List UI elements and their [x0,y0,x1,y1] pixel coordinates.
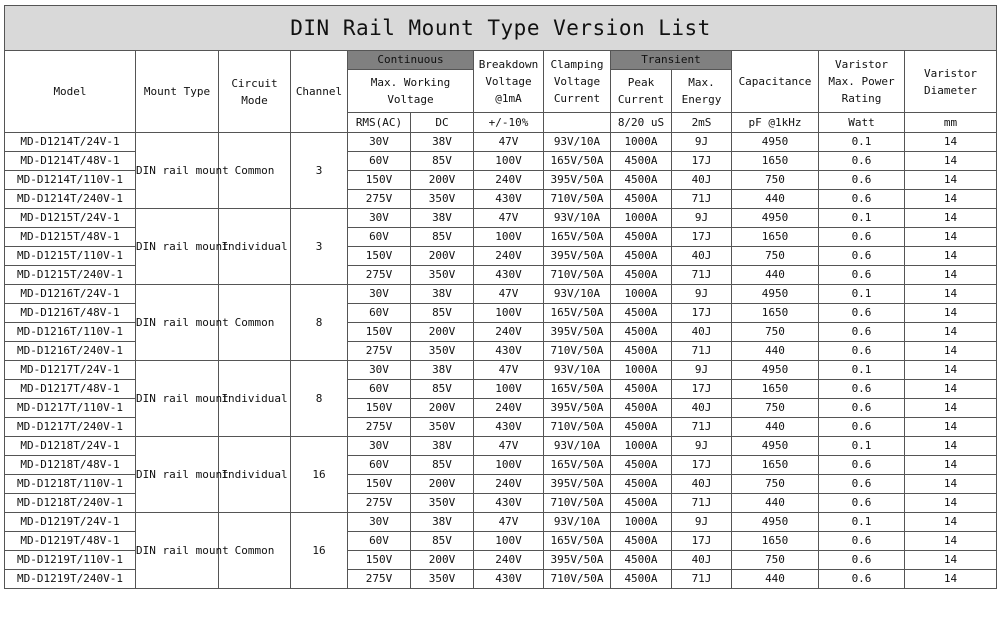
cell-rms-voltage: 60V [348,532,411,551]
cell-rms-voltage: 60V [348,152,411,171]
cell-circuit-mode: Common [219,133,291,209]
cell-rms-voltage: 150V [348,247,411,266]
cell-breakdown-voltage: 100V [474,228,544,247]
cell-breakdown-voltage: 430V [474,342,544,361]
cell-model: MD-D1215T/48V-1 [5,228,136,247]
cell-rms-voltage: 30V [348,437,411,456]
cell-max-energy: 9J [672,209,732,228]
cell-rms-voltage: 150V [348,399,411,418]
cell-peak-current: 4500A [611,570,672,589]
cell-breakdown-voltage: 430V [474,266,544,285]
cell-rms-voltage: 275V [348,418,411,437]
cell-peak-current: 4500A [611,532,672,551]
cell-model: MD-D1218T/240V-1 [5,494,136,513]
cell-capacitance: 1650 [732,304,819,323]
cell-max-energy: 71J [672,418,732,437]
cell-clamping-voltage: 395V/50A [544,247,611,266]
cell-model: MD-D1217T/110V-1 [5,399,136,418]
cell-varistor-diameter: 14 [905,266,997,285]
cell-power-rating: 0.6 [819,418,905,437]
cell-capacitance: 1650 [732,228,819,247]
cell-breakdown-voltage: 47V [474,285,544,304]
cell-capacitance: 1650 [732,152,819,171]
cell-capacitance: 4950 [732,209,819,228]
cell-channel: 16 [291,513,348,589]
cell-power-rating: 0.6 [819,399,905,418]
cell-clamping-voltage: 93V/10A [544,285,611,304]
cell-clamping-voltage: 93V/10A [544,513,611,532]
cell-varistor-diameter: 14 [905,437,997,456]
unit-rms-ac: RMS(AC) [348,113,411,133]
cell-capacitance: 4950 [732,285,819,304]
cell-power-rating: 0.1 [819,361,905,380]
cell-peak-current: 1000A [611,285,672,304]
unit-clamping [544,113,611,133]
cell-max-energy: 40J [672,475,732,494]
cell-mount-type: DIN rail mount [136,133,219,209]
cell-breakdown-voltage: 430V [474,494,544,513]
cell-breakdown-voltage: 47V [474,437,544,456]
cell-breakdown-voltage: 47V [474,361,544,380]
cell-model: MD-D1219T/48V-1 [5,532,136,551]
cell-max-energy: 9J [672,513,732,532]
cell-varistor-diameter: 14 [905,285,997,304]
cell-rms-voltage: 30V [348,285,411,304]
cell-model: MD-D1214T/48V-1 [5,152,136,171]
cell-circuit-mode: Individual [219,209,291,285]
cell-model: MD-D1216T/240V-1 [5,342,136,361]
cell-peak-current: 1000A [611,209,672,228]
cell-varistor-diameter: 14 [905,380,997,399]
cell-rms-voltage: 60V [348,304,411,323]
cell-varistor-diameter: 14 [905,551,997,570]
cell-capacitance: 4950 [732,513,819,532]
header-clamping-voltage-current: Clamping Voltage Current [544,51,611,113]
cell-rms-voltage: 275V [348,266,411,285]
cell-power-rating: 0.1 [819,437,905,456]
cell-peak-current: 4500A [611,152,672,171]
cell-clamping-voltage: 710V/50A [544,190,611,209]
cell-power-rating: 0.6 [819,247,905,266]
cell-varistor-diameter: 14 [905,532,997,551]
cell-clamping-voltage: 165V/50A [544,304,611,323]
cell-rms-voltage: 275V [348,494,411,513]
cell-varistor-diameter: 14 [905,342,997,361]
cell-dc-voltage: 200V [411,475,474,494]
cell-clamping-voltage: 93V/10A [544,209,611,228]
cell-model: MD-D1214T/240V-1 [5,190,136,209]
cell-mount-type: DIN rail mount [136,437,219,513]
cell-varistor-diameter: 14 [905,513,997,532]
cell-dc-voltage: 350V [411,494,474,513]
cell-max-energy: 40J [672,551,732,570]
cell-max-energy: 17J [672,152,732,171]
cell-peak-current: 1000A [611,513,672,532]
cell-dc-voltage: 350V [411,342,474,361]
cell-dc-voltage: 200V [411,171,474,190]
cell-mount-type: DIN rail mount [136,361,219,437]
cell-max-energy: 71J [672,190,732,209]
cell-channel: 16 [291,437,348,513]
cell-varistor-diameter: 14 [905,418,997,437]
cell-power-rating: 0.6 [819,532,905,551]
cell-channel: 3 [291,133,348,209]
cell-rms-voltage: 150V [348,475,411,494]
table-row [5,513,997,532]
cell-max-energy: 40J [672,323,732,342]
cell-rms-voltage: 30V [348,513,411,532]
cell-dc-voltage: 85V [411,380,474,399]
cell-circuit-mode: Common [219,285,291,361]
cell-mount-type: DIN rail mount [136,285,219,361]
table-header [5,6,997,133]
cell-capacitance: 750 [732,399,819,418]
cell-dc-voltage: 85V [411,304,474,323]
cell-power-rating: 0.6 [819,551,905,570]
spec-table-container [4,5,996,589]
cell-peak-current: 4500A [611,399,672,418]
cell-varistor-diameter: 14 [905,456,997,475]
cell-varistor-diameter: 14 [905,494,997,513]
cell-dc-voltage: 200V [411,323,474,342]
cell-dc-voltage: 38V [411,133,474,152]
cell-rms-voltage: 150V [348,171,411,190]
header-group-transient: Transient [611,51,732,70]
cell-peak-current: 4500A [611,247,672,266]
cell-capacitance: 440 [732,266,819,285]
cell-model: MD-D1216T/24V-1 [5,285,136,304]
cell-dc-voltage: 350V [411,570,474,589]
unit-peak-current: 8/20 uS [611,113,672,133]
cell-model: MD-D1215T/24V-1 [5,209,136,228]
cell-max-energy: 71J [672,494,732,513]
version-list-table [4,5,997,589]
cell-clamping-voltage: 395V/50A [544,475,611,494]
cell-varistor-diameter: 14 [905,228,997,247]
cell-varistor-diameter: 14 [905,247,997,266]
cell-clamping-voltage: 165V/50A [544,532,611,551]
table-row [5,285,997,304]
cell-power-rating: 0.1 [819,133,905,152]
header-max-energy: Max. Energy [672,70,732,113]
cell-power-rating: 0.6 [819,171,905,190]
cell-peak-current: 1000A [611,437,672,456]
cell-rms-voltage: 30V [348,209,411,228]
unit-dc: DC [411,113,474,133]
cell-varistor-diameter: 14 [905,570,997,589]
cell-clamping-voltage: 165V/50A [544,456,611,475]
cell-dc-voltage: 38V [411,209,474,228]
cell-model: MD-D1218T/110V-1 [5,475,136,494]
cell-channel: 8 [291,361,348,437]
unit-diameter: mm [905,113,997,133]
cell-breakdown-voltage: 100V [474,456,544,475]
header-circuit-mode: Circuit Mode [219,51,291,133]
cell-model: MD-D1219T/110V-1 [5,551,136,570]
cell-clamping-voltage: 165V/50A [544,380,611,399]
cell-dc-voltage: 85V [411,228,474,247]
cell-circuit-mode: Common [219,513,291,589]
cell-breakdown-voltage: 430V [474,570,544,589]
cell-power-rating: 0.6 [819,323,905,342]
cell-capacitance: 750 [732,551,819,570]
cell-model: MD-D1218T/48V-1 [5,456,136,475]
table-title: DIN Rail Mount Type Version List [5,6,997,51]
cell-capacitance: 440 [732,494,819,513]
cell-capacitance: 1650 [732,532,819,551]
cell-peak-current: 4500A [611,304,672,323]
cell-peak-current: 4500A [611,494,672,513]
cell-breakdown-voltage: 100V [474,152,544,171]
table-row [5,437,997,456]
cell-varistor-diameter: 14 [905,361,997,380]
cell-capacitance: 1650 [732,456,819,475]
cell-peak-current: 4500A [611,171,672,190]
cell-varistor-diameter: 14 [905,304,997,323]
cell-varistor-diameter: 14 [905,133,997,152]
cell-breakdown-voltage: 47V [474,513,544,532]
cell-dc-voltage: 200V [411,399,474,418]
cell-model: MD-D1215T/240V-1 [5,266,136,285]
cell-power-rating: 0.6 [819,190,905,209]
cell-power-rating: 0.6 [819,304,905,323]
cell-capacitance: 4950 [732,361,819,380]
unit-max-energy: 2mS [672,113,732,133]
cell-model: MD-D1215T/110V-1 [5,247,136,266]
header-mount-type: Mount Type [136,51,219,133]
cell-clamping-voltage: 710V/50A [544,494,611,513]
table-row [5,133,997,152]
cell-power-rating: 0.6 [819,152,905,171]
cell-peak-current: 4500A [611,342,672,361]
cell-varistor-diameter: 14 [905,399,997,418]
cell-varistor-diameter: 14 [905,152,997,171]
cell-peak-current: 1000A [611,133,672,152]
header-breakdown-voltage: Breakdown Voltage @1mA [474,51,544,113]
cell-max-energy: 40J [672,247,732,266]
cell-power-rating: 0.6 [819,266,905,285]
cell-peak-current: 4500A [611,190,672,209]
cell-clamping-voltage: 93V/10A [544,361,611,380]
cell-power-rating: 0.6 [819,475,905,494]
cell-capacitance: 750 [732,247,819,266]
cell-peak-current: 4500A [611,456,672,475]
cell-max-energy: 9J [672,361,732,380]
cell-dc-voltage: 38V [411,285,474,304]
cell-peak-current: 4500A [611,228,672,247]
cell-varistor-diameter: 14 [905,171,997,190]
cell-breakdown-voltage: 240V [474,323,544,342]
cell-circuit-mode: Individual [219,361,291,437]
cell-max-energy: 17J [672,380,732,399]
cell-clamping-voltage: 165V/50A [544,152,611,171]
cell-breakdown-voltage: 240V [474,475,544,494]
cell-capacitance: 1650 [732,380,819,399]
cell-clamping-voltage: 710V/50A [544,342,611,361]
cell-clamping-voltage: 395V/50A [544,323,611,342]
cell-breakdown-voltage: 240V [474,171,544,190]
cell-model: MD-D1216T/48V-1 [5,304,136,323]
cell-varistor-diameter: 14 [905,323,997,342]
header-peak-current: Peak Current [611,70,672,113]
cell-dc-voltage: 38V [411,513,474,532]
cell-model: MD-D1217T/48V-1 [5,380,136,399]
cell-dc-voltage: 200V [411,551,474,570]
cell-power-rating: 0.6 [819,380,905,399]
cell-breakdown-voltage: 100V [474,304,544,323]
cell-breakdown-voltage: 47V [474,133,544,152]
cell-rms-voltage: 60V [348,380,411,399]
header-model: Model [5,51,136,133]
cell-capacitance: 440 [732,418,819,437]
cell-model: MD-D1214T/24V-1 [5,133,136,152]
cell-max-energy: 9J [672,437,732,456]
cell-rms-voltage: 275V [348,190,411,209]
cell-capacitance: 440 [732,570,819,589]
cell-max-energy: 17J [672,456,732,475]
cell-capacitance: 4950 [732,437,819,456]
cell-breakdown-voltage: 100V [474,532,544,551]
cell-dc-voltage: 350V [411,190,474,209]
cell-varistor-diameter: 14 [905,475,997,494]
cell-capacitance: 750 [732,171,819,190]
cell-breakdown-voltage: 430V [474,190,544,209]
cell-model: MD-D1216T/110V-1 [5,323,136,342]
cell-max-energy: 71J [672,342,732,361]
cell-circuit-mode: Individual [219,437,291,513]
header-varistor-max-power: Varistor Max. Power Rating [819,51,905,113]
cell-breakdown-voltage: 100V [474,380,544,399]
cell-peak-current: 4500A [611,323,672,342]
cell-peak-current: 4500A [611,551,672,570]
cell-rms-voltage: 150V [348,551,411,570]
cell-capacitance: 750 [732,323,819,342]
cell-breakdown-voltage: 430V [474,418,544,437]
cell-varistor-diameter: 14 [905,209,997,228]
cell-peak-current: 4500A [611,380,672,399]
cell-power-rating: 0.1 [819,513,905,532]
cell-power-rating: 0.6 [819,228,905,247]
cell-peak-current: 4500A [611,266,672,285]
cell-max-energy: 40J [672,399,732,418]
header-group-continuous: Continuous [348,51,474,70]
cell-clamping-voltage: 395V/50A [544,399,611,418]
cell-rms-voltage: 150V [348,323,411,342]
cell-model: MD-D1219T/240V-1 [5,570,136,589]
cell-max-energy: 17J [672,532,732,551]
cell-capacitance: 440 [732,342,819,361]
cell-dc-voltage: 38V [411,437,474,456]
cell-capacitance: 440 [732,190,819,209]
cell-capacitance: 4950 [732,133,819,152]
cell-clamping-voltage: 395V/50A [544,551,611,570]
cell-rms-voltage: 275V [348,570,411,589]
cell-channel: 8 [291,285,348,361]
cell-model: MD-D1217T/240V-1 [5,418,136,437]
cell-dc-voltage: 85V [411,456,474,475]
cell-power-rating: 0.1 [819,285,905,304]
cell-breakdown-voltage: 240V [474,399,544,418]
cell-clamping-voltage: 710V/50A [544,570,611,589]
unit-capacitance: pF @1kHz [732,113,819,133]
header-channel: Channel [291,51,348,133]
cell-max-energy: 40J [672,171,732,190]
cell-peak-current: 4500A [611,418,672,437]
cell-clamping-voltage: 710V/50A [544,266,611,285]
cell-mount-type: DIN rail mount [136,209,219,285]
header-max-working-voltage: Max. Working Voltage [348,70,474,113]
cell-dc-voltage: 200V [411,247,474,266]
cell-breakdown-voltage: 47V [474,209,544,228]
cell-clamping-voltage: 165V/50A [544,228,611,247]
cell-power-rating: 0.6 [819,342,905,361]
cell-model: MD-D1219T/24V-1 [5,513,136,532]
cell-breakdown-voltage: 240V [474,247,544,266]
unit-tolerance: +/-10% [474,113,544,133]
cell-capacitance: 750 [732,475,819,494]
cell-max-energy: 17J [672,304,732,323]
cell-power-rating: 0.6 [819,456,905,475]
cell-rms-voltage: 60V [348,456,411,475]
cell-clamping-voltage: 395V/50A [544,171,611,190]
cell-power-rating: 0.6 [819,570,905,589]
cell-rms-voltage: 60V [348,228,411,247]
cell-peak-current: 4500A [611,475,672,494]
cell-clamping-voltage: 93V/10A [544,437,611,456]
table-body [5,133,997,589]
cell-mount-type: DIN rail mount [136,513,219,589]
cell-rms-voltage: 275V [348,342,411,361]
cell-clamping-voltage: 710V/50A [544,418,611,437]
cell-dc-voltage: 85V [411,532,474,551]
cell-max-energy: 71J [672,570,732,589]
cell-max-energy: 9J [672,285,732,304]
cell-dc-voltage: 350V [411,266,474,285]
cell-clamping-voltage: 93V/10A [544,133,611,152]
cell-model: MD-D1214T/110V-1 [5,171,136,190]
header-varistor-diameter: Varistor Diameter [905,51,997,113]
cell-dc-voltage: 350V [411,418,474,437]
cell-rms-voltage: 30V [348,133,411,152]
table-row [5,209,997,228]
cell-max-energy: 9J [672,133,732,152]
cell-max-energy: 71J [672,266,732,285]
cell-peak-current: 1000A [611,361,672,380]
cell-rms-voltage: 30V [348,361,411,380]
cell-power-rating: 0.6 [819,494,905,513]
cell-max-energy: 17J [672,228,732,247]
cell-power-rating: 0.1 [819,209,905,228]
cell-breakdown-voltage: 240V [474,551,544,570]
cell-channel: 3 [291,209,348,285]
cell-varistor-diameter: 14 [905,190,997,209]
unit-power: Watt [819,113,905,133]
table-row [5,361,997,380]
cell-dc-voltage: 38V [411,361,474,380]
cell-dc-voltage: 85V [411,152,474,171]
cell-model: MD-D1218T/24V-1 [5,437,136,456]
cell-model: MD-D1217T/24V-1 [5,361,136,380]
header-capacitance: Capacitance [732,51,819,113]
